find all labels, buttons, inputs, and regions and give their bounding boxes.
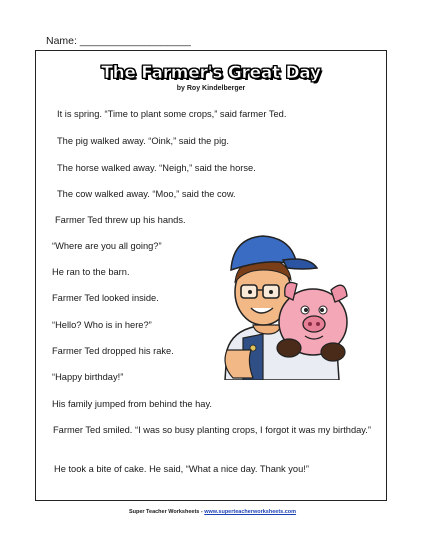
footer-separator: - [199,509,205,515]
story-line: “Happy birthday!” [52,372,124,382]
worksheet-title: The Farmer's Great Day [101,63,321,83]
story-line: “Where are you all going?” [52,241,162,251]
story-line: The horse walked away. “Neigh,” said the horse. [57,163,256,173]
name-field-label: Name: ___________________ [46,35,191,47]
story-line: “Hello? Who is in here?” [52,320,152,330]
story-line: The cow walked away. “Moo,” said the cow. [57,189,236,199]
author-byline: by Roy Kindelberger [176,85,246,92]
story-line: He took a bite of cake. He said, “What a nice day. Thank you!” [54,464,309,474]
story-line: Farmer Ted dropped his rake. [52,346,174,356]
story-line: His family jumped from behind the hay. [52,399,213,409]
story-line: It is spring. “Time to plant some crops,” said farmer Ted. [57,109,287,119]
footer-credit [0,509,425,515]
story-line: Farmer Ted looked inside. [52,293,159,303]
story-line: Farmer Ted threw up his hands. [55,215,186,225]
story-line: Farmer Ted smiled. “I was so busy planting crops, I forgot it was my birthday.” [53,425,371,435]
footer-brand: Super Teacher Worksheets [128,509,200,515]
story-line: He ran to the barn. [52,267,130,277]
footer-url-link[interactable]: www.superteacherworksheets.com [204,509,297,515]
story-line: The pig walked away. “Oink,” said the pig. [57,136,229,146]
farmer-hugging-pig-illustration [213,230,350,380]
